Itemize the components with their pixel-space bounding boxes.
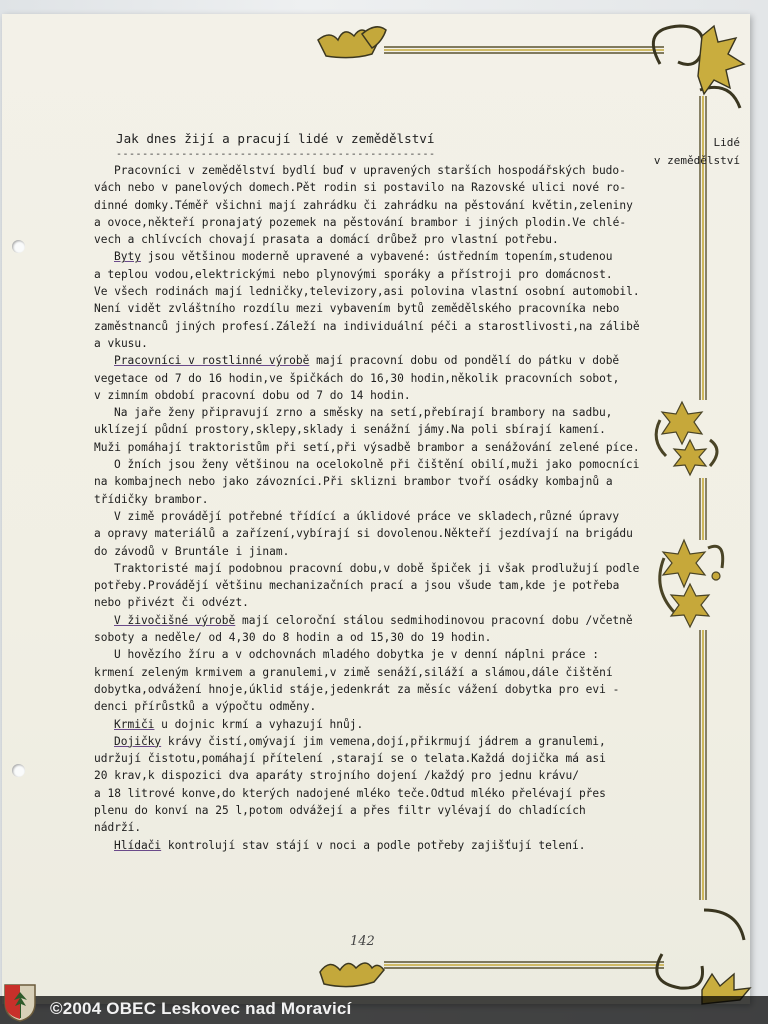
text-line [94, 231, 666, 248]
margin-note-line: v zemědělství [653, 154, 740, 167]
text-line [94, 543, 666, 560]
text-line [94, 491, 666, 508]
margin-note-line: Lidé [713, 136, 740, 149]
line-text: vách nebo v panelových domech.Pět rodin si postavilo na Razovské ulici nové ro- [94, 181, 627, 195]
line-text: Traktoristé mají podobnou pracovní dobu,v době špiček ji však prodlužují podle [114, 561, 640, 575]
page-number: 142 [350, 934, 375, 949]
title-underline: ------------------------------------------------- [116, 149, 436, 160]
line-text: u dojnic krmí a vyhazují hnůj. [154, 717, 364, 731]
line-text: Muži pomáhají traktoristům při setí,při výsadbě brambor a senážování zelené píce. [94, 440, 640, 454]
underlined-heading: Hlídači [114, 838, 162, 852]
line-text: krávy čistí,omývají jim vemena,dojí,přikrmují jádrem a granulemi, [161, 734, 606, 748]
text-line [94, 681, 666, 698]
footer-bar [0, 996, 768, 1024]
line-text: a vkusu. [94, 336, 148, 350]
line-text: mají celoroční stálou sedmihodinovou pracovní dobu /včetně [235, 613, 633, 627]
line-text: potřeby.Provádějí většinu mechanizačních prací a jsou všude tam,kde je potřeba [94, 579, 620, 593]
text-line [94, 629, 666, 646]
text-line [94, 664, 666, 681]
text-line [94, 646, 666, 663]
text-line [94, 473, 666, 490]
line-text: a teplou vodou,elektrickými nebo plynovými sporáky a přístroji pro domácnost. [94, 267, 613, 281]
text-line [94, 248, 666, 265]
line-text: vegetace od 7 do 16 hodin,ve špičkách do 16,30 hodin,několik pracovních sobot, [94, 371, 620, 385]
text-line [94, 421, 666, 438]
line-text: dobytka,odvážení hnoje,úklid stáje,jedenkrát za měsíc vážení dobytka pro evi - [94, 682, 620, 696]
text-line [94, 318, 666, 335]
underlined-heading: Krmiči [114, 717, 155, 731]
text-line [94, 837, 666, 854]
line-text: soboty a neděle/ od 4,30 do 8 hodin a od 15,30 do 19 hodin. [94, 631, 492, 645]
line-text: Pracovníci v zemědělství bydlí buď v upravených starších hospodářských budo- [114, 164, 626, 177]
line-text: nebo přivézt či odvézt. [94, 596, 249, 610]
line-text: v zimním období pracovní dobu od 7 do 14 hodin. [94, 388, 411, 402]
line-text: krmení zeleným krmivem a granulemi,v zimě senáží,siláží a slámou,dále čištění [94, 665, 613, 679]
line-text: Na jaře ženy připravují zrno a směsky na setí,přebírají brambory na sadbu, [114, 406, 613, 420]
document-title: Jak dnes žijí a pracují lidé v zemědělství [116, 131, 435, 146]
text-line [94, 300, 666, 317]
line-text: třídičky brambor. [94, 492, 209, 506]
line-text: a 18 litrové konve,do kterých nadojené mléko teče.Odtud mléko přelévají přes [94, 786, 606, 800]
underlined-heading: Dojičky [114, 734, 162, 748]
text-line [94, 767, 666, 784]
text-line [94, 785, 666, 802]
text-line [94, 508, 666, 525]
text-line [94, 179, 666, 196]
line-text: U hovězího žíru a v odchovnách mladého dobytka je v denní náplni práce : [114, 648, 599, 662]
line-text: uklízejí půdní prostory,sklepy,sklady i senážní jámy.Na poli sbírají kamení. [94, 423, 606, 437]
leaf-ornament-bottom [320, 963, 384, 987]
village-crest-icon [2, 982, 38, 1022]
line-text: Není vidět zvláštního rozdílu mezi vybavením bytů zemědělského pracovníka nebo [94, 302, 620, 316]
text-line [94, 819, 666, 836]
line-text: 20 krav,k dispozici dva aparáty strojního dojení /každý pro jednu krávu/ [94, 769, 579, 783]
text-line [94, 716, 666, 733]
line-text: a ovoce,někteří pronajatý pozemek na pěstování brambor i jiných plodin.Ve chlé- [94, 215, 627, 229]
line-text: do závodů v Bruntále i jinam. [94, 544, 290, 558]
text-line [94, 439, 666, 456]
line-text: udržují čistotu,pomáhají přítelení ,starají se o telata.Každá dojička má asi [94, 752, 606, 766]
text-line [94, 352, 666, 369]
text-line [94, 387, 666, 404]
text-line [94, 612, 666, 629]
text-line [94, 594, 666, 611]
leaf-ornament-top [318, 27, 386, 58]
text-line [94, 214, 666, 231]
text-line [94, 560, 666, 577]
text-line [94, 456, 666, 473]
text-line [94, 266, 666, 283]
line-text: Ve všech rodinách mají ledničky,televizory,asi polovina vlastní osobní automobil. [94, 285, 640, 299]
text-line [94, 370, 666, 387]
line-text: dinné domky.Téměř všichni mají zahrádku či zahrádku na pěstování květin,zeleniny [94, 198, 633, 212]
copyright-caption: ©2004 OBEC Leskovec nad Moravicí [50, 999, 352, 1018]
text-line [94, 404, 666, 421]
line-text: na kombajnech nebo jako závozníci.Při sklizni brambor tvoří osádky kombajnů a [94, 475, 613, 489]
line-text: O žních jsou ženy většinou na ocelokolně při čištění obilí,muži jako pomocníci [114, 458, 640, 472]
underlined-heading: Pracovníci v rostlinné výrobě [114, 354, 310, 368]
text-line [94, 733, 666, 750]
text-line [94, 802, 666, 819]
text-line [94, 525, 666, 542]
text-line [94, 750, 666, 767]
line-text: vech a chlívcích chovají prasata a domácí drůbež pro vlastní potřebu. [94, 233, 559, 247]
line-text: a opravy materiálů a zařízení,vybírají si dovolenou.Někteří jezdívají na brigádu [94, 527, 633, 541]
line-text: denci přírůstků a výpočtu odměny. [94, 700, 317, 714]
line-text: mají pracovní dobu od pondělí do pátku v době [309, 354, 620, 368]
underlined-heading: Byty [114, 250, 141, 264]
star-ornament-lower [660, 540, 723, 627]
text-line [94, 577, 666, 594]
line-text: nádrží. [94, 821, 142, 835]
text-line [94, 698, 666, 715]
text-line [94, 335, 666, 352]
line-text: V zimě provádějí potřebné třídící a úklidové práce ve skladech,různé úpravy [114, 509, 620, 523]
document-body [94, 162, 666, 854]
line-text: jsou většinou moderně upravené a vybavené: ústředním topením,studenou [140, 250, 613, 264]
line-text: kontrolují stav stájí v noci a podle potřeby zajišťují telení. [161, 838, 586, 852]
text-line [94, 162, 666, 179]
line-text: zaměstnanců jiných profesí.Záleží na individuální péči a starostlivosti,na zálibě [94, 319, 640, 333]
text-line [94, 197, 666, 214]
underlined-heading: V živočišné výrobě [114, 613, 236, 627]
line-text: plenu do konví na 25 l,potom odvážejí a přes filtr vylévají do chladících [94, 803, 586, 817]
text-line [94, 283, 666, 300]
